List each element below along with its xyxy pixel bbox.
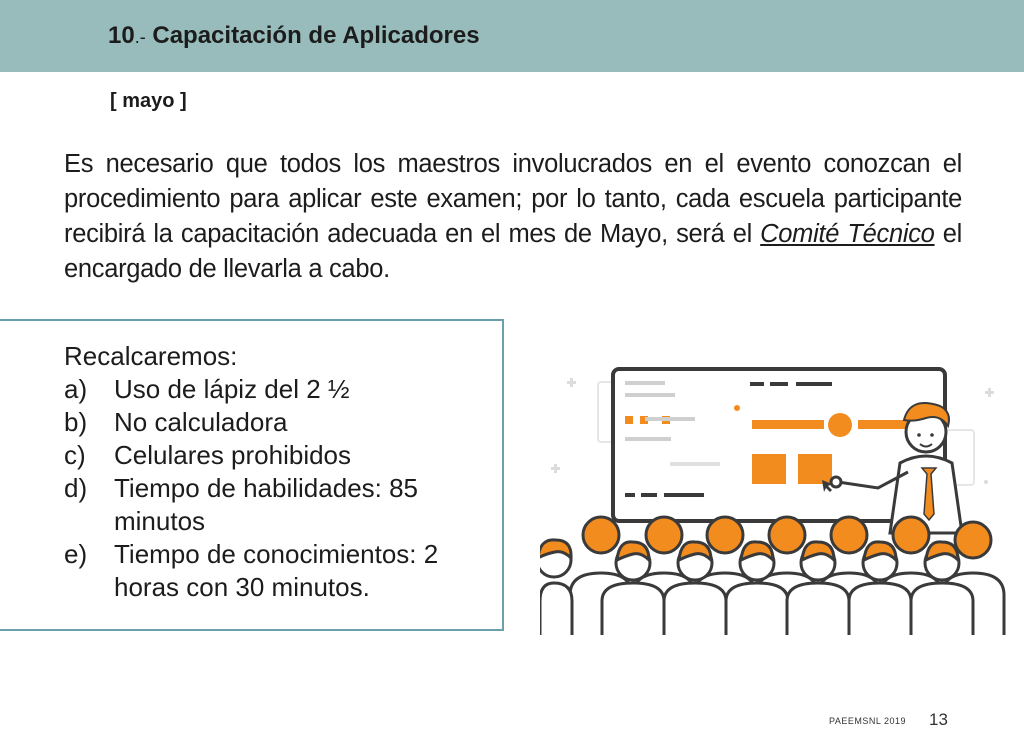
intro-text-before: Es necesario que todos los maestros involucrados en el evento conozcan el procedimiento para aplicar este examen; por lo tanto, cada escuela participante recibirá la capacitación adecuada en el mes de Mayo, será el — [64, 150, 962, 248]
footer-brand: PAEEMSNL 2019 — [829, 716, 907, 726]
recap-item — [64, 472, 484, 538]
recap-item — [64, 406, 484, 439]
recap-item — [64, 373, 484, 406]
intro-text-after: el encargado de llevarla a cabo. — [64, 220, 962, 283]
recap-item-text: No calculadora — [114, 407, 288, 437]
recap-item-marker: c) — [64, 440, 86, 470]
recap-item-marker: b) — [64, 407, 88, 437]
recap-item — [64, 439, 484, 472]
section-title: Capacitación de Aplicadores — [145, 22, 480, 49]
section-number: 10 — [108, 22, 135, 49]
recap-item-text: Celulares prohibidos — [114, 440, 352, 470]
slide-title — [108, 22, 480, 50]
month-label: [ mayo ] — [110, 90, 187, 112]
committee-name: Comité Técnico — [760, 220, 935, 248]
recap-item-text: Uso de lápiz del 2 ½ — [114, 374, 350, 404]
page-number: 13 — [929, 710, 948, 729]
intro-paragraph — [64, 147, 962, 287]
presentation-audience-illustration — [540, 360, 1010, 635]
recap-list — [64, 373, 484, 604]
recap-item-text: Tiempo de conocimientos: 2 horas con 30 minutos. — [114, 539, 439, 602]
recap-item-marker: a) — [64, 374, 88, 404]
section-separator: .- — [134, 27, 146, 47]
recap-item — [64, 538, 484, 604]
recap-item-text: Tiempo de habilidades: 85 minutos — [114, 473, 419, 536]
recap-heading: Recalcaremos: — [64, 341, 238, 371]
recap-item-marker: e) — [64, 539, 88, 569]
recap-item-marker: d) — [64, 473, 88, 503]
